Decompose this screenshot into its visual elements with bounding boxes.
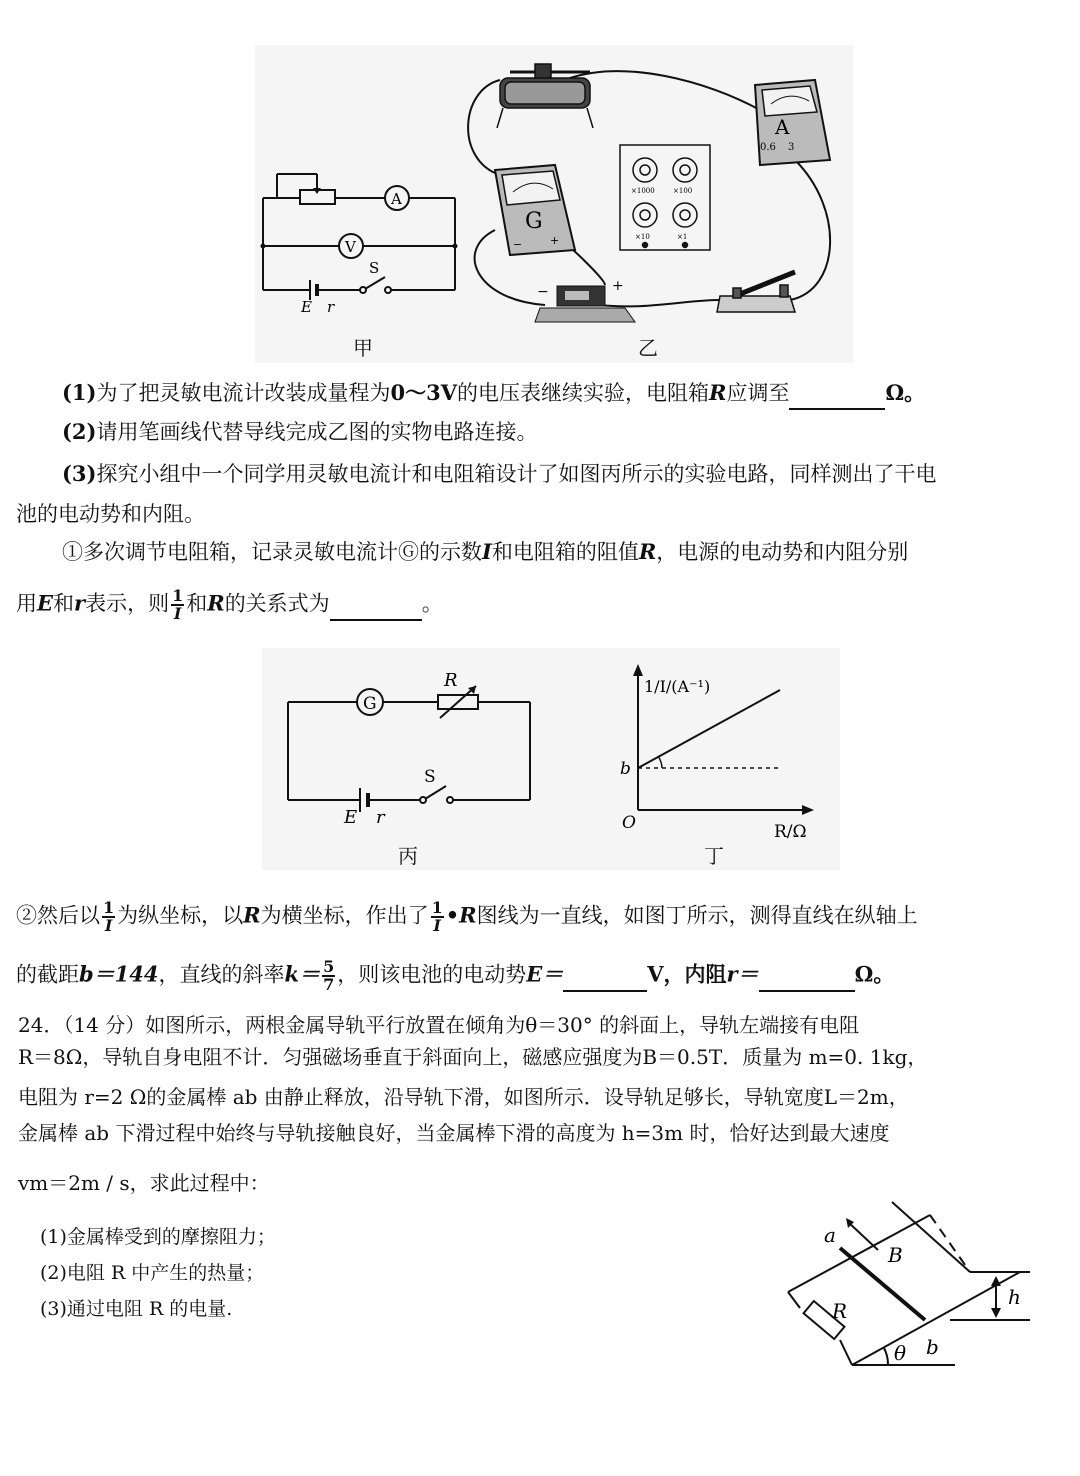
figure-bing-label: 丙 (398, 844, 418, 868)
resistance-letter: r (327, 298, 335, 316)
q3b-b-eq: b＝144 (79, 961, 159, 987)
q3b-r-blank[interactable] (759, 960, 855, 992)
q3-num: (3) (62, 461, 97, 486)
q3a-text1: ①多次调节电阻箱，记录灵敏电流计Ⓖ的示数 (62, 540, 482, 564)
q3a-text2: 和电阻箱的阻值 (491, 540, 639, 564)
q3b-text7: ，则该电池的电动势 (337, 962, 527, 987)
bing-r-letter: r (376, 807, 385, 828)
galvanometer-letter: G (525, 209, 543, 234)
q24-b-label: b (926, 1335, 939, 1359)
q3b-fraction2: $\frac{1}{I}$ (431, 898, 443, 935)
q24-line1: 24．（14 分）如图所示，两根金属导轨平行放置在倾角为θ＝30° 的斜面上，导轨左端接有电阻 (18, 1013, 860, 1037)
q1-text2: 的电压表继续实验，电阻箱 (457, 381, 710, 405)
ammeter-letter: A (391, 190, 402, 208)
q3-text1: 探究小组中一个同学用灵敏电流计和电阻箱设计了如图丙所示的实验电路，同样测出了干电 (96, 462, 937, 486)
q3a-line2 (16, 588, 1066, 622)
q3a-end: 。 (421, 591, 443, 616)
figure-yi-physical-circuit (455, 50, 850, 330)
rheostat-icon (497, 64, 593, 128)
q24-line5: vm＝2m / s，求此过程中： (18, 1171, 270, 1195)
figure-ding-label: 丁 (704, 844, 724, 868)
q3a-E: E (37, 590, 54, 616)
q3b-text3: 为横坐标，作出了 (260, 903, 429, 928)
q3b-line1 (16, 900, 1066, 934)
q2-num: (2) (62, 419, 97, 444)
q24-sub1: (1)金属棒受到的摩擦阻力； (40, 1226, 276, 1248)
q24-R-label: R (832, 1299, 848, 1323)
box-x1: ×1 (677, 233, 688, 241)
figure-jia-label: 甲 (353, 336, 373, 360)
q3b-text6: ，直线的斜率 (158, 962, 285, 987)
q3a-R: R (638, 539, 657, 564)
q1-line (62, 378, 1080, 410)
q1-text1: 为了把灵敏电流计改装成量程为 (96, 381, 391, 405)
figure-ding-graph (600, 652, 830, 842)
battery-plus: + (612, 278, 624, 294)
q1-range: 0～3V (390, 380, 458, 405)
q24-theta-label: θ (894, 1341, 907, 1365)
q3b-text2: 为纵坐标，以 (117, 903, 244, 928)
resistance-box-icon (620, 145, 710, 250)
ding-y-axis-label: 1/I/(A⁻¹) (644, 677, 711, 696)
bing-R-letter: R (444, 670, 458, 691)
q3-line2 (16, 499, 1066, 529)
q3-text2: 池的电动势和内阻。 (16, 502, 205, 526)
q24-sub2: (2)电阻 R 中产生的热量； (40, 1262, 265, 1284)
q3b-dotR: •R (445, 902, 477, 928)
q24-line4: 金属棒 ab 下滑过程中始终与导轨接触良好，当金属棒下滑的高度为 h=3m 时，恰好达到最大速度 (18, 1121, 890, 1145)
bing-galvanometer-letter: G (363, 694, 377, 714)
q1-text3: 应调至 (726, 381, 790, 405)
q3a-fraction: $\frac{1}{I}$ (172, 586, 184, 623)
q24-line2: R＝8Ω，导轨自身电阻不计．匀强磁场垂直于斜面向上，磁感应强度为B＝0.5T．质量为 m=0. 1kg， (18, 1045, 928, 1069)
q1-answer-blank[interactable] (789, 378, 885, 410)
q1-unit: Ω。 (885, 380, 926, 405)
q3a-answer-blank[interactable] (330, 589, 422, 621)
q3b-fraction: $\frac{1}{I}$ (103, 898, 115, 935)
q3a-R2: R (207, 590, 225, 616)
q3a-text4: 用 (16, 591, 37, 616)
q3b-line2 (16, 959, 1066, 993)
bing-S-letter: S (424, 767, 436, 787)
q3b-k-eq: k＝ (284, 961, 321, 987)
knife-switch-icon (717, 272, 795, 312)
q2-text: 请用笔画线代替导线完成乙图的实物电路连接。 (96, 420, 538, 444)
q3b-text5: 的截距 (16, 962, 79, 987)
q3b-r-eq: r＝ (726, 961, 759, 987)
box-x100: ×100 (673, 187, 693, 195)
q3a-I: I (482, 539, 492, 564)
figure-q24-incline (780, 1190, 1040, 1375)
ammeter-scale-3: 3 (788, 142, 795, 153)
q24-B-label: B (888, 1243, 903, 1267)
galv-plus: + (550, 234, 560, 247)
box-x1000: ×1000 (631, 187, 655, 195)
q2-line (62, 417, 1080, 447)
figure-yi-label: 乙 (638, 336, 658, 360)
q3-line1 (62, 459, 1080, 489)
q24-h-label: h (1008, 1285, 1021, 1309)
bing-E-letter: E (344, 807, 358, 828)
battery-minus: − (537, 284, 549, 300)
q3b-emf-blank[interactable] (563, 960, 647, 992)
q3b-text4: 图线为一直线，如图丁所示，测得直线在纵轴上 (476, 903, 918, 928)
q3b-V-text: V，内阻 (647, 961, 727, 987)
q3b-R: R (243, 902, 261, 928)
emf-letter: E (301, 298, 312, 316)
q3b-unit: Ω。 (854, 961, 895, 987)
ding-origin-label: O (622, 813, 636, 833)
q3a-text7: 和 (186, 591, 208, 616)
q3a-r: r (74, 590, 86, 616)
q24-line3: 电阻为 r=2 Ω的金属棒 ab 由静止释放，沿导轨下滑，如图所示．设导轨足够长，导轨宽度L＝2m， (18, 1085, 909, 1109)
q3a-text6: 表示，则 (85, 591, 170, 616)
ammeter-photo-letter: A (775, 115, 790, 139)
q24-sub3: (3)通过电阻 R 的电量. (40, 1298, 233, 1320)
q24-a-label: a (824, 1223, 836, 1247)
galv-minus: − (513, 238, 523, 251)
q1-num: (1) (62, 380, 97, 405)
q3a-text8: 的关系式为 (224, 591, 330, 616)
ding-b-label: b (620, 759, 631, 779)
q3a-text3: ，电源的电动势和内阻分别 (656, 540, 909, 564)
q3a-line1 (62, 537, 1080, 567)
q3b-text1: ②然后以 (16, 903, 100, 928)
voltmeter-letter: V (345, 238, 356, 256)
figure-jia-circuit (255, 160, 465, 320)
switch-letter: S (369, 259, 380, 277)
q3b-k-fraction: $\frac{5}{7}$ (323, 957, 335, 994)
q3b-E-eq: E＝ (526, 961, 564, 987)
ammeter-scale-06: 0.6 (760, 142, 776, 153)
q3a-text5: 和 (53, 591, 75, 616)
q1-R: R (709, 380, 727, 405)
box-x10: ×10 (635, 233, 650, 241)
ding-x-axis-label: R/Ω (774, 822, 807, 842)
figure-bing-circuit (280, 670, 540, 830)
